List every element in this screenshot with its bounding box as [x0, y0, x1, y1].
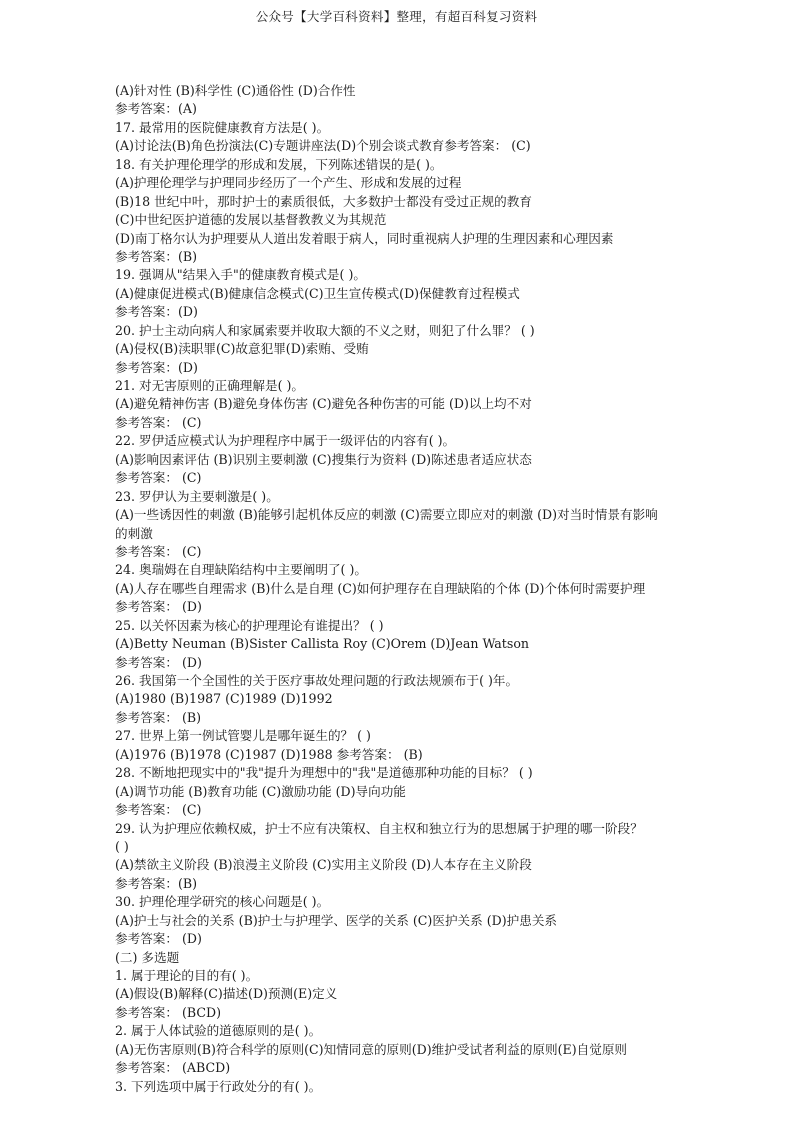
question-line: 18. 有关护理伦理学的形成和发展，下列陈述错误的是( )。	[115, 156, 443, 172]
options-line: (A)护士与社会的关系 (B)护士与护理学、医学的关系 (C)医护关系 (D)护患关系	[115, 912, 558, 928]
text-line: (D)南丁格尔认为护理要从人道出发着眼于病人，同时重视病人护理的生理因素和心理因素	[115, 230, 614, 246]
answer-line: 参考答案： (C)	[115, 802, 202, 818]
answer-line: 参考答案： (C)	[115, 470, 202, 486]
question-line: 24. 奥瑞姆在自理缺陷结构中主要阐明了( )。	[115, 562, 367, 578]
question-line: 2. 属于人体试验的道德原则的是( )。	[115, 1023, 322, 1039]
question-line: 21. 对无害原则的正确理解是( )。	[115, 378, 304, 393]
answer-line: 参考答案： (C)	[115, 414, 202, 430]
options-line: (A)针对性 (B)科学性 (C)通俗性 (D)合作性	[115, 83, 356, 98]
answer-line: 参考答案：(B)	[115, 248, 198, 264]
question-line: 27. 世界上第一例试管婴儿是哪年诞生的？ ( )	[115, 728, 371, 744]
answer-line: 参考答案： (B)	[115, 709, 202, 725]
document-body	[115, 82, 735, 1096]
options-line: (A)1976 (B)1978 (C)1987 (D)1988 参考答案： (B)	[115, 746, 423, 762]
question-line: 22. 罗伊适应模式认为护理程序中属于一级评估的内容有( )。	[115, 433, 456, 449]
options-line: (A)护理伦理学与护理同步经历了一个产生、形成和发展的过程	[115, 175, 462, 191]
question-line: 28. 不断地把现实中的"我"提升为理想中的"我"是道德那种功能的目标？ ( )	[115, 765, 533, 781]
options-line: (A)侵权(B)渎职罪(C)故意犯罪(D)索贿、受贿	[115, 341, 369, 357]
options-line: (A)Betty Neuman (B)Sister Callista Roy (C)Orem (D)Jean Watson	[115, 636, 530, 652]
text-line: (C)中世纪医护道德的发展以基督教教义为其规范	[115, 212, 387, 228]
options-line: (A)健康促进模式(B)健康信念模式(C)卫生宣传模式(D)保健教育过程模式	[115, 285, 520, 301]
answer-line: 参考答案： (D)	[115, 931, 202, 947]
question-line: 19. 强调从"结果入手"的健康教育模式是( )。	[115, 267, 366, 283]
answer-line: 参考答案： (BCD)	[115, 1004, 222, 1020]
answer-line: 参考答案：(A)	[115, 101, 197, 117]
options-line: (A)无伤害原则(B)符合科学的原则(C)知情同意的原则(D)维护受试者利益的原则(E)自觉原则	[115, 1041, 628, 1057]
question-line: 23. 罗伊认为主要刺激是( )。	[115, 488, 279, 504]
answer-line: 参考答案： (D)	[115, 654, 202, 670]
options-line: (A)避免精神伤害 (B)避免身体伤害 (C)避免各种伤害的可能 (D)以上均不对	[115, 396, 532, 412]
question-line: 29. 认为护理应依赖权威，护士不应有决策权、自主权和独立行为的思想属于护理的哪一阶段？	[115, 820, 643, 836]
answer-line: 参考答案：(D)	[115, 304, 198, 320]
options-line: (A)人存在哪些自理需求 (B)什么是自理 (C)如何护理存在自理缺陷的个体 (D)个体何时需要护理	[115, 580, 646, 596]
section-heading: (二) 多选题	[115, 949, 180, 965]
options-line: (A)影响因素评估 (B)识别主要刺激 (C)搜集行为资料 (D)陈述患者适应状态	[115, 451, 532, 467]
question-line: 30. 护理伦理学研究的核心问题是( )。	[115, 894, 330, 910]
options-line: (A)假设(B)解释(C)描述(D)预测(E)定义	[115, 986, 338, 1002]
options-line: (A)1980 (B)1987 (C)1989 (D)1992	[115, 691, 333, 707]
text-line: 的刺激	[115, 525, 153, 541]
answer-line: 参考答案： (ABCD)	[115, 1060, 231, 1076]
question-line: 26. 我国第一个全国性的关于医疗事故处理问题的行政法规颁布于( )年。	[115, 673, 519, 688]
page-header: 公众号【大学百科资料】整理，有超百科复习资料	[255, 9, 538, 24]
answer-line: 参考答案：(B)	[115, 875, 198, 891]
answer-line: 参考答案： (D)	[115, 599, 202, 615]
options-line: (A)讨论法(B)角色扮演法(C)专题讲座法(D)个别会谈式教育参考答案： (C)	[115, 138, 531, 154]
text-line: ( )	[115, 838, 129, 854]
question-line: 25. 以关怀因素为核心的护理理论有谁提出？ ( )	[115, 617, 384, 633]
answer-line: 参考答案：(D)	[115, 359, 198, 375]
answer-line: 参考答案： (C)	[115, 543, 202, 559]
question-line: 20. 护士主动向病人和家属索要并收取大额的不义之财，则犯了什么罪？ ( )	[115, 322, 535, 338]
options-line: (A)一些诱因性的刺激 (B)能够引起机体反应的刺激 (C)需要立即应对的刺激 (D)对当时情景有影响	[115, 507, 658, 523]
question-line: 17. 最常用的医院健康教育方法是( )。	[115, 119, 330, 135]
text-line: (B)18 世纪中叶，那时护士的素质很低，大多数护士都没有受过正规的教育	[115, 193, 532, 209]
options-line: (A)调节功能 (B)教育功能 (C)激励功能 (D)导向功能	[115, 783, 406, 799]
question-line: 3. 下列选项中属于行政处分的有( )。	[115, 1078, 322, 1094]
options-line: (A)禁欲主义阶段 (B)浪漫主义阶段 (C)实用主义阶段 (D)人本存在主义阶段	[115, 857, 532, 873]
question-line: 1. 属于理论的目的有( )。	[115, 968, 259, 983]
